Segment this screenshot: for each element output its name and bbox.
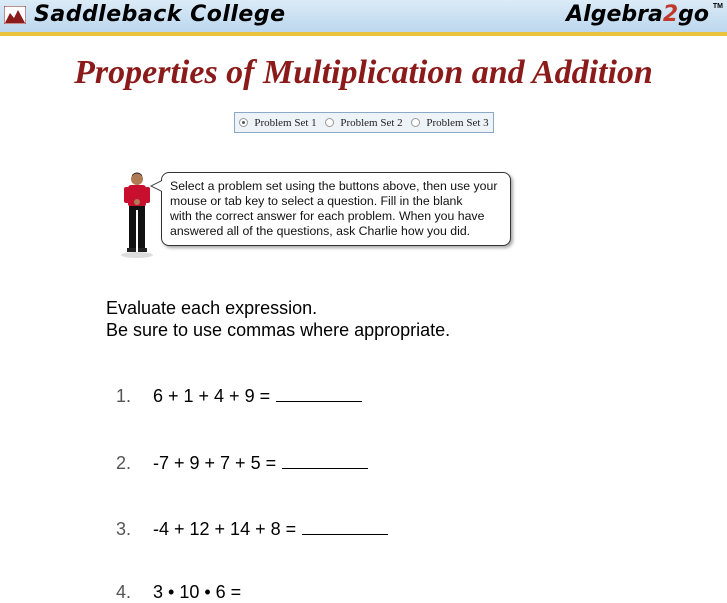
problem-1 — [116, 383, 362, 407]
answer-blank[interactable] — [276, 383, 362, 402]
bubble-line: with the correct answer for each problem. When you have — [170, 209, 485, 223]
tab-problem-set-3[interactable] — [411, 117, 488, 129]
radio-icon[interactable] — [411, 118, 420, 127]
college-name: Saddleback College — [34, 2, 286, 27]
brand-part-algebra: Algebra — [566, 2, 663, 27]
saddleback-logo-icon — [4, 6, 26, 24]
tab-label: Problem Set 2 — [340, 116, 403, 129]
problem-expression: -4 + 12 + 14 + 8 = — [153, 519, 297, 539]
problem-3 — [116, 516, 388, 540]
page-title: Properties of Multiplication and Addition — [74, 54, 653, 91]
problem-number: 1. — [116, 386, 132, 406]
problem-number: 2. — [116, 453, 132, 473]
problem-set-tabs — [234, 112, 494, 133]
answer-blank[interactable] — [282, 450, 368, 469]
problem-expression: -7 + 9 + 7 + 5 = — [153, 453, 277, 473]
header-bar — [0, 0, 727, 36]
instruction-line: Be sure to use commas where appropriate. — [106, 320, 451, 340]
problem-number: 4. — [116, 582, 132, 602]
bubble-line: mouse or tab key to select a question. Fill in the blank — [170, 194, 463, 208]
tab-label: Problem Set 3 — [426, 116, 489, 129]
answer-blank[interactable] — [302, 516, 388, 535]
bubble-line: answered all of the questions, ask Charlie how you did. — [170, 224, 471, 238]
problem-expression: 3 • 10 • 6 = — [153, 582, 242, 602]
brand-part-2: 2 — [662, 2, 679, 27]
radio-selected-icon[interactable] — [239, 118, 248, 127]
problem-2 — [116, 450, 368, 474]
algebra2go-brand — [566, 2, 709, 27]
problem-number: 3. — [116, 519, 132, 539]
tab-problem-set-1[interactable] — [239, 117, 316, 129]
brand-part-go: go — [678, 2, 709, 27]
instruction-line: Evaluate each expression. — [106, 298, 318, 318]
radio-icon[interactable] — [325, 118, 334, 127]
instructions — [106, 297, 450, 341]
trademark-mark: TM — [712, 3, 723, 10]
tab-problem-set-2[interactable] — [325, 117, 402, 129]
speech-bubble — [161, 172, 511, 246]
problem-expression: 6 + 1 + 4 + 9 = — [153, 386, 271, 406]
bubble-line: Select a problem set using the buttons above, then use your — [170, 179, 498, 193]
tab-label: Problem Set 1 — [254, 116, 317, 129]
speech-bubble-tail-fill — [152, 181, 162, 191]
